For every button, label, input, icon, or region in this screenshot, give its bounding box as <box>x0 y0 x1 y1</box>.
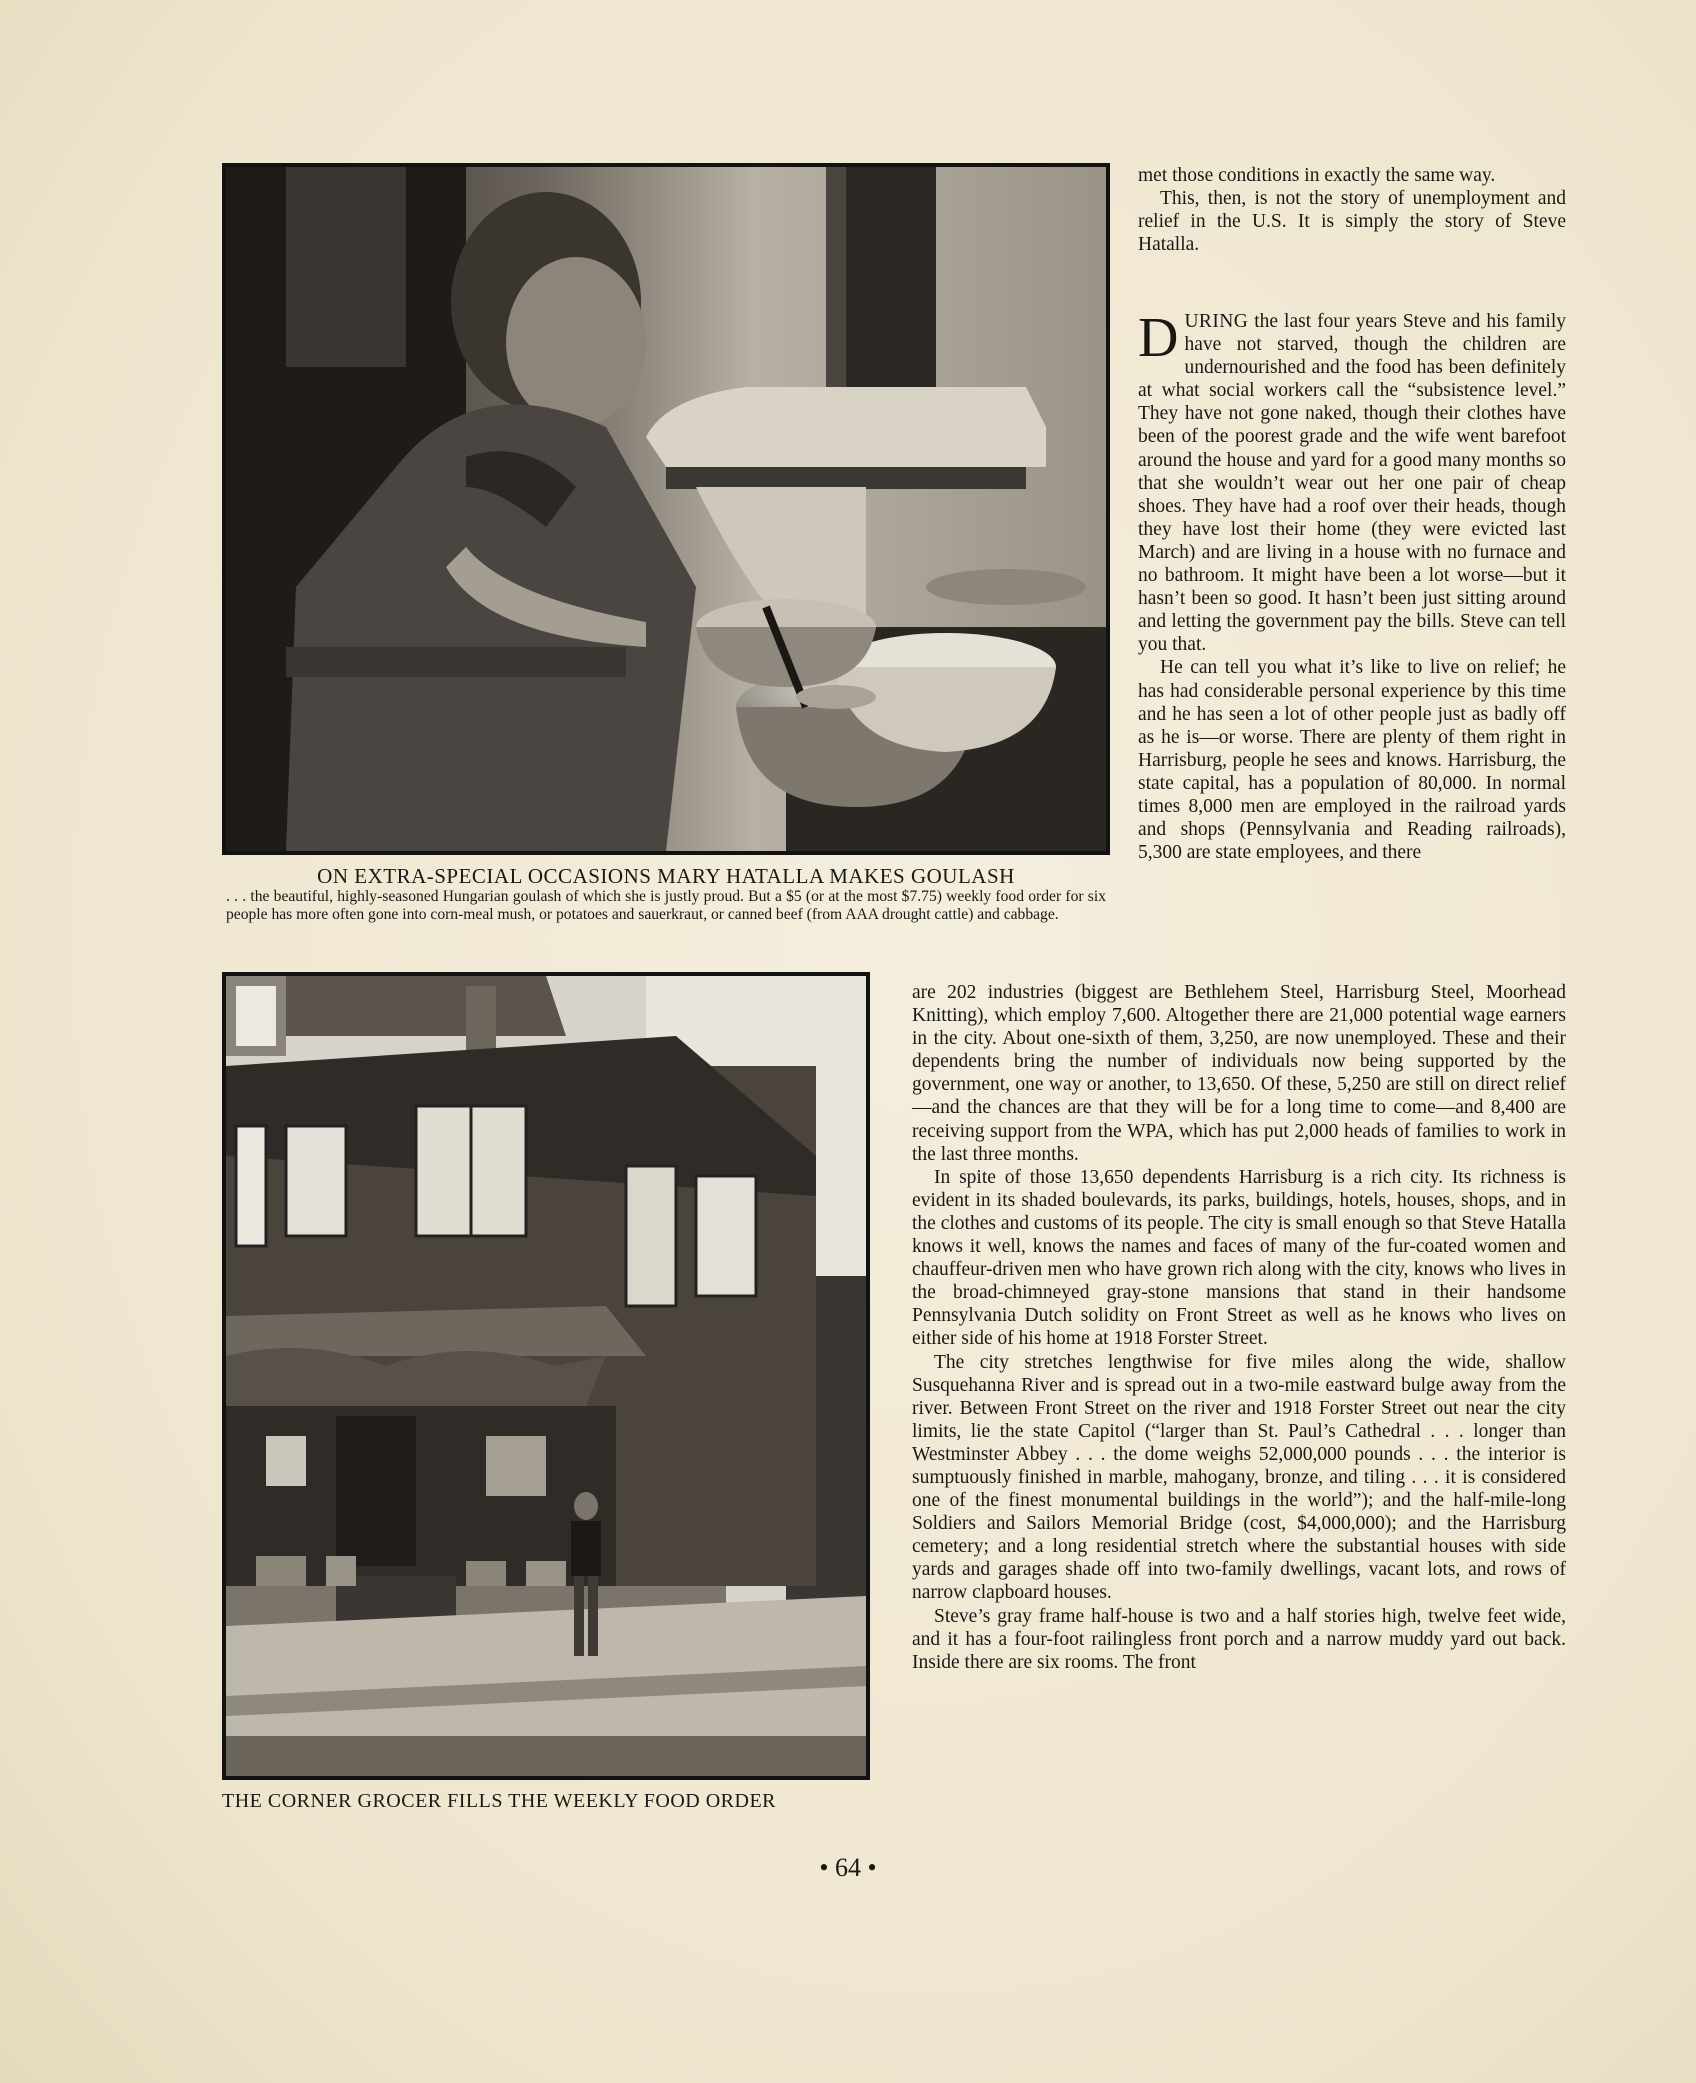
article-paragraph: Steve’s gray frame half-house is two and a half stories high, twelve feet wide, and it has a four-foot railingless front porch and a narrow muddy yard out back. Inside there are six rooms. The front <box>912 1605 1566 1673</box>
article-column-wide <box>912 981 1566 1674</box>
paragraph-text: the last four years Steve and his family have not starved, though the children are undernourished and the food has been definitely at what social workers call the “subsistence level.” They have not gone naked, though their clothes have been of the poorest grade and the wife went barefoot around the house and yard for a good many months so that she wouldn’t wear out her one pair of cheap shoes. They have had a roof over their heads, though they have lost their home (they were evicted last March) and are living in a house with no furnace and no bathroom. It might have been a lot worse—but it hasn’t been so good. It hasn’t been just sitting around and letting the government pay the bills. Steve can tell you that. <box>1138 311 1566 656</box>
article-paragraph: He can tell you what it’s like to live on relief; he has had considerable personal experience by this time and he has seen a lot of other people just as badly off as he is—or worse. There are plenty of them right in Harrisburg, people he sees and knows. Harrisburg, the state capital, has a population of 80,000. In normal times 8,000 men are employed in the railroad yards and shops (Pennsylvania and Reading railroads), 5,300 are state employees, and there <box>1138 657 1566 864</box>
article-paragraph: This, then, is not the story of unemployment and relief in the U.S. It is simply the story of Steve Hatalla. <box>1138 188 1566 256</box>
article-column-top <box>1138 164 1566 256</box>
goulash-photo <box>222 163 1110 855</box>
goulash-caption-title: ON EXTRA-SPECIAL OCCASIONS MARY HATALLA MAKES GOULASH <box>317 864 1015 888</box>
grocer-photo <box>222 972 870 1780</box>
page-number: • 64 • <box>819 1853 877 1882</box>
goulash-caption-body: . . . the beautiful, highly-seasoned Hungarian goulash of which she is justly proud. But a $5 (or at the most $7.75) weekly food order for six people has more often gone into corn-meal mush, or potatoes and sauerkraut, or canned beef (from AAA drought cattle) and cabbage. <box>226 888 1106 923</box>
article-column-middle <box>1138 307 1566 864</box>
grocer-caption-title: THE CORNER GROCER FILLS THE WEEKLY FOOD ORDER <box>222 1790 777 1812</box>
article-paragraph: In spite of those 13,650 dependents Harrisburg is a rich city. Its richness is evident in its shaded boulevards, its parks, buildings, hotels, houses, shops, and in the clothes and customs of its people. The city is small enough so that Steve Hatalla knows it well, knows the names and faces of many of the fur-coated women and chauffeur-driven men who have grown rich along with the city, knows who lives in the broad-chimneyed gray-stone mansions that stand in their handsome Pennsylvania Dutch solidity on Front Street as well as he knows who lives on either side of his home at 1918 Forster Street. <box>912 1166 1566 1350</box>
article-paragraph: met those conditions in exactly the same way. <box>1138 165 1496 186</box>
cooking-photo-image <box>226 167 1106 851</box>
drop-cap: D <box>1138 307 1179 369</box>
article-paragraph: are 202 industries (biggest are Bethlehem Steel, Harrisburg Steel, Moorhead Knitting), which employ 7,600. Altogether there are 21,000 potential wage earners in the city. About one-sixth of them, 3,250, are now unemployed. These and their dependents bring the number of individuals now being supported by the government, one way or another, to 13,650. Of these, 5,250 are still on direct relief—and the chances are that they will be for a long time to come—and 8,400 are receiving support from the WPA, which has put 2,000 heads of families to work in the last three months. <box>912 982 1566 1165</box>
article-paragraph-dropcap <box>1138 307 1566 656</box>
grocer-photo-image <box>226 976 866 1776</box>
article-paragraph: The city stretches lengthwise for five miles along the wide, shallow Susquehanna River and is spread out in a two-mile eastward bulge away from the river. Between Front Street on the river and 1918 Forster Street out near the city limits, lie the state Capitol (“larger than St. Paul’s Cathedral . . . longer than Westminster Abbey . . . the dome weighs 52,000,000 pounds . . . the interior is sumptuously finished in marble, mahogany, bronze, and tiling . . . it is considered one of the finest monumental buildings in the world”); and the half-mile-long Soldiers and Sailors Memorial Bridge (cost, $4,000,000); and the Harrisburg cemetery; and a long residential stretch where the substantial houses with side yards and garages shade off into two-family dwellings, vacant lots, and rows of narrow clapboard houses. <box>912 1351 1566 1604</box>
lead-word: URING <box>1184 311 1249 332</box>
